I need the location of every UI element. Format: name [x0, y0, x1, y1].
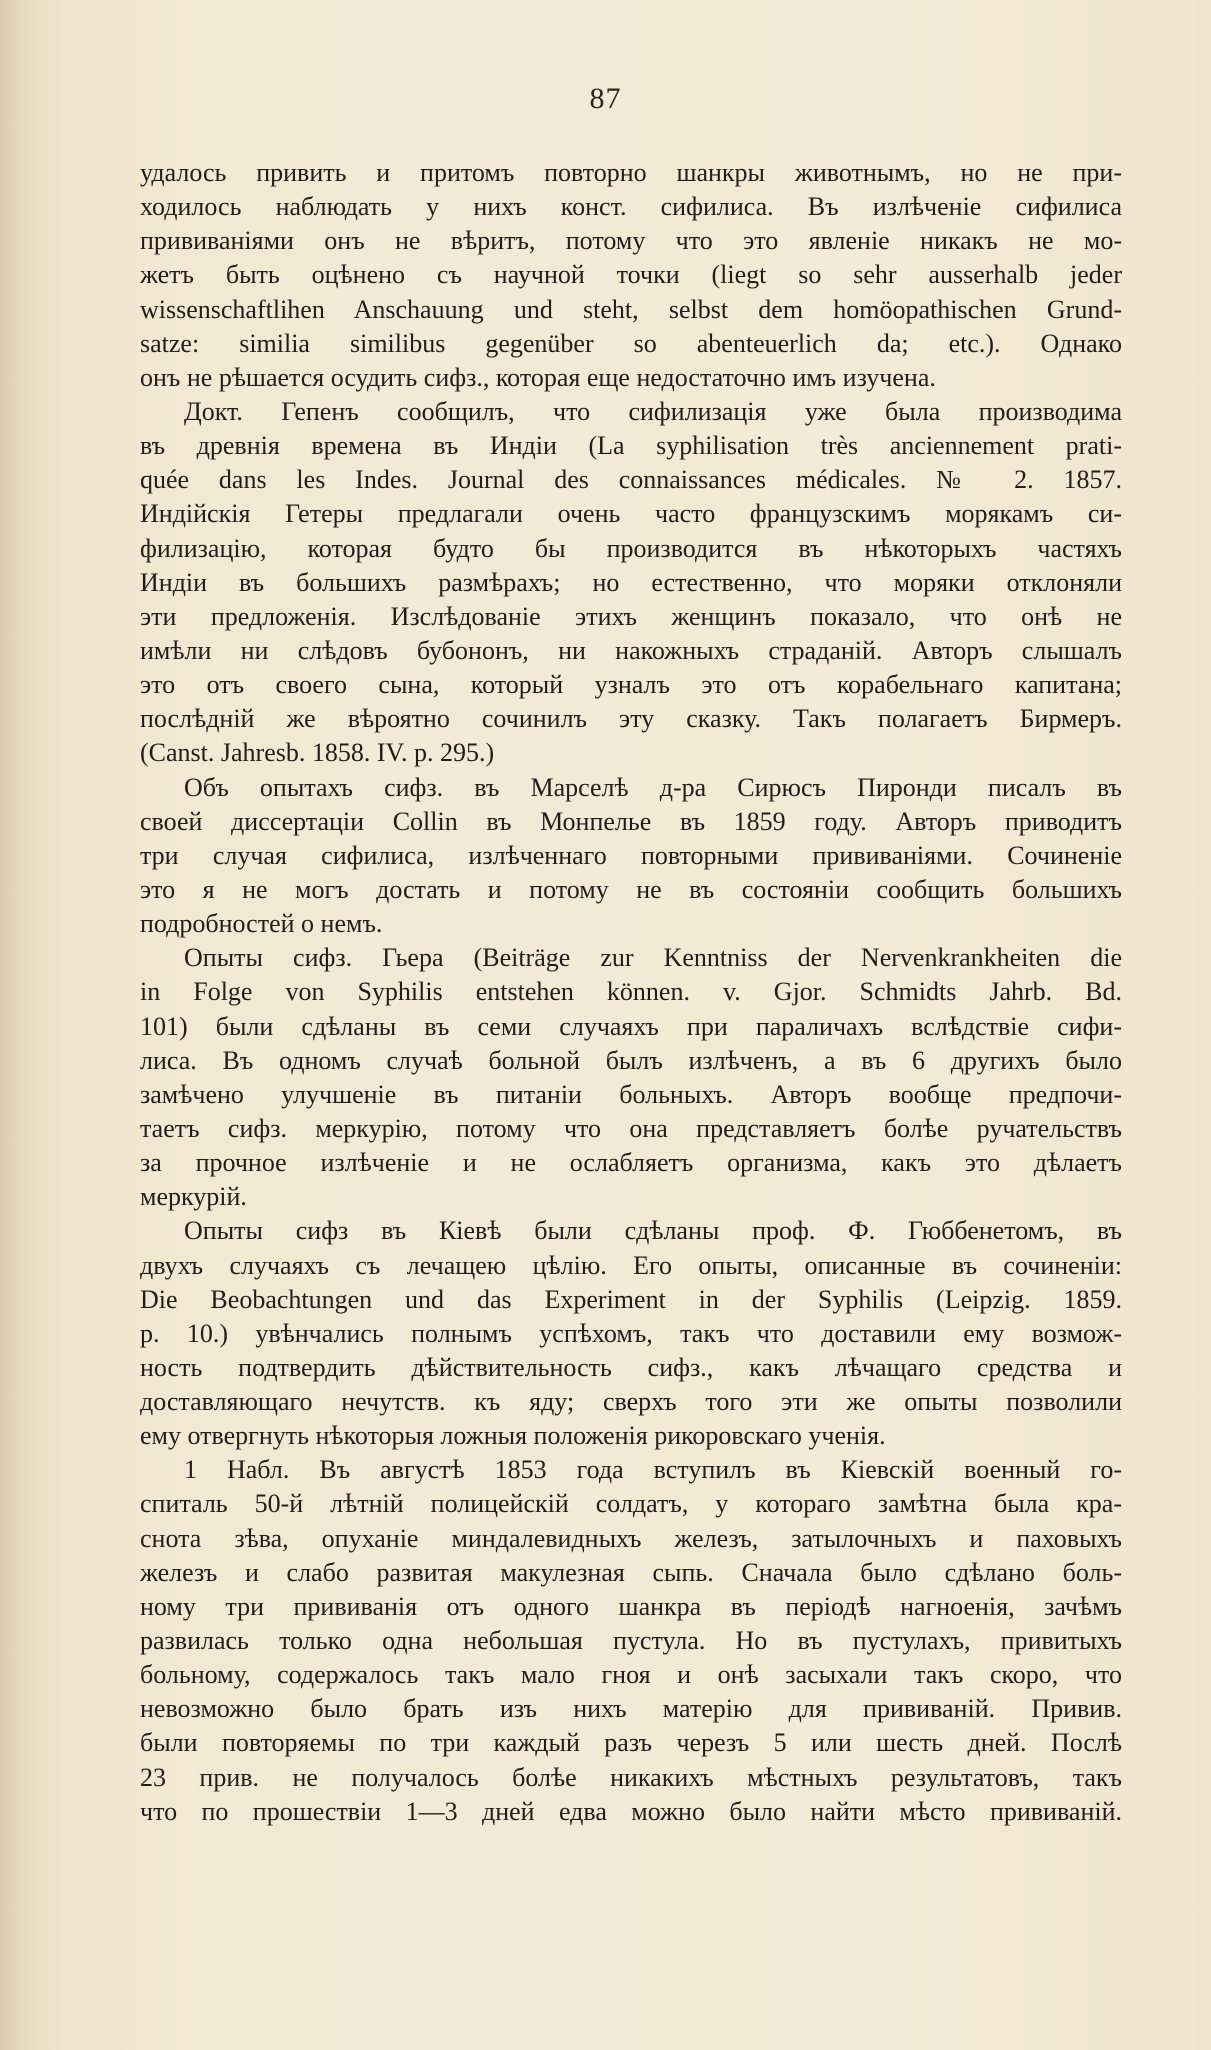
text-line: своей диссертаціи Collin въ Монпелье въ 1859 году. Авторъ приводитъ: [140, 806, 1122, 836]
text-line: satze: similia similibus gegenüber so abenteuerlich da; etc.). Однако: [140, 328, 1122, 358]
text-line: ему отвергнуть нѣкоторыя ложныя положенія рикоровскаго ученія.: [140, 1421, 886, 1451]
text-line: спиталь 50-й лѣтній полицейскій солдатъ, у котораго замѣтна была кра-: [140, 1489, 1122, 1519]
text-line: ходилось наблюдать у нихъ конст. сифилиса. Въ излѣченіе сифилиса: [140, 192, 1122, 222]
text-line: двухъ случаяхъ съ лечащею цѣлію. Его опыты, описанные въ сочиненіи:: [140, 1250, 1122, 1280]
text-line: это я не могъ достать и потому не въ состояніи сообщить большихъ: [140, 874, 1122, 904]
page-body-text: [140, 156, 1122, 1829]
text-line: Die Beobachtungen und das Experiment in der Syphilis (Leipzig. 1859.: [140, 1284, 1122, 1314]
text-line: филизацію, которая будто бы производится въ нѣкоторыхъ частяхъ: [140, 533, 1122, 563]
text-line: меркурій.: [140, 1182, 247, 1212]
text-line: Индіи въ большихъ размѣрахъ; но естественно, что моряки отклоняли: [140, 567, 1122, 597]
text-line: больному, содержалось такъ мало гноя и онѣ засыхали такъ скоро, что: [140, 1660, 1122, 1690]
text-line: доставляющаго нечутств. къ яду; сверхъ того эти же опыты позволили: [140, 1387, 1122, 1417]
text-line: 101) были сдѣланы въ семи случаяхъ при параличахъ вслѣдствіе сифи-: [140, 1011, 1122, 1041]
text-line: удалось привить и притомъ повторно шанкры животнымъ, но не при-: [140, 158, 1122, 187]
text-line: послѣдній же вѣроятно сочинилъ эту сказку. Такъ полагаетъ Бирмеръ.: [140, 704, 1122, 734]
text-line: что по прошествіи 1—3 дней едва можно было найти мѣсто прививаній.: [140, 1796, 1122, 1826]
text-line: 1 Набл. Въ августѣ 1853 года вступилъ въ Кіевскій военный го-: [184, 1455, 1122, 1485]
text-line: подробностей о немъ.: [140, 909, 383, 939]
text-line: это отъ своего сына, который узналъ это отъ корабельнаго капитана;: [140, 670, 1122, 700]
text-line: ность подтвердить дѣйствительность сифз., какъ лѣчащаго средства и: [140, 1352, 1122, 1382]
page-number: 87: [589, 82, 622, 115]
text-line: in Folge von Syphilis entstehen können. v. Gjor. Schmidts Jahrb. Bd.: [140, 977, 1122, 1007]
text-line: были повторяемы по три каждый разъ черезъ 5 или шесть дней. Послѣ: [140, 1728, 1122, 1758]
text-line: имѣли ни слѣдовъ бубононъ, ни накожныхъ страданій. Авторъ слышалъ: [140, 635, 1122, 665]
text-line: Объ опытахъ сифз. въ Марселѣ д-ра Сирюсъ Пиронди писалъ въ: [184, 772, 1122, 802]
text-line: wissenschaftlihen Anschauung und steht, selbst dem homöopathischen Grund-: [140, 294, 1122, 324]
text-line: p. 10.) увѣнчались полнымъ успѣхомъ, такъ что доставили ему возмож-: [140, 1318, 1122, 1348]
text-line: невозможно было брать изъ нихъ матерію для прививаній. Привив.: [140, 1694, 1122, 1724]
text-line: лиса. Въ одномъ случаѣ больной былъ излѣченъ, а въ 6 другихъ было: [140, 1045, 1122, 1075]
text-line: ному три прививанія отъ одного шанкра въ періодѣ нагноенія, зачѣмъ: [140, 1591, 1122, 1621]
text-line: онъ не рѣшается осудить сифз., которая еще недостаточно имъ изучена.: [140, 362, 936, 392]
text-line: за прочное излѣченіе и не ослабляетъ организма, какъ это дѣлаетъ: [140, 1148, 1122, 1178]
text-line: таетъ сифз. меркурію, потому что она представляетъ болѣе ручательствъ: [140, 1113, 1122, 1143]
text-line: Опыты сифз въ Кіевѣ были сдѣланы проф. Ф. Гюббенетомъ, въ: [184, 1216, 1122, 1246]
text-line: три случая сифилиса, излѣченнаго повторными прививаніями. Сочиненіе: [140, 840, 1122, 870]
text-line: развилась только одна небольшая пустула. Но въ пустулахъ, привитыхъ: [140, 1626, 1122, 1656]
text-line: въ древнія времена въ Индіи (La syphilisation très anciennement prati-: [140, 431, 1122, 461]
text-line: Опыты сифз. Гьера (Beiträge zur Kenntniss der Nervenkrankheiten die: [184, 943, 1122, 973]
text-line: Докт. Гепенъ сообщилъ, что сифилизація уже была производима: [184, 396, 1122, 426]
text-line: снота зѣва, опуханіе миндалевидныхъ железъ, затылочныхъ и паховыхъ: [140, 1523, 1122, 1553]
text-line: эти предложенія. Изслѣдованіе этихъ женщинъ показало, что онѣ не: [140, 601, 1122, 631]
text-line: железъ и слабо развитая макулезная сыпь. Сначала было сдѣлано боль-: [140, 1557, 1122, 1587]
text-line: (Canst. Jahresb. 1858. IV. p. 295.): [140, 738, 495, 768]
text-line: Индійскія Гетеры предлагали очень часто французскимъ морякамъ си-: [140, 499, 1122, 529]
text-line: quée dans les Indes. Journal des connaissances médicales. № 2. 1857.: [140, 465, 1122, 495]
text-line: жетъ быть оцѣнено съ научной точки (liegt so sehr ausserhalb jeder: [140, 260, 1122, 290]
text-line: прививаніями онъ не вѣритъ, потому что это явленіе никакъ не мо-: [140, 226, 1122, 256]
text-line: 23 прив. не получалось болѣе никакихъ мѣстныхъ результатовъ, такъ: [140, 1762, 1122, 1792]
text-line: замѣчено улучшеніе въ питаніи больныхъ. Авторъ вообще предпочи-: [140, 1079, 1122, 1109]
